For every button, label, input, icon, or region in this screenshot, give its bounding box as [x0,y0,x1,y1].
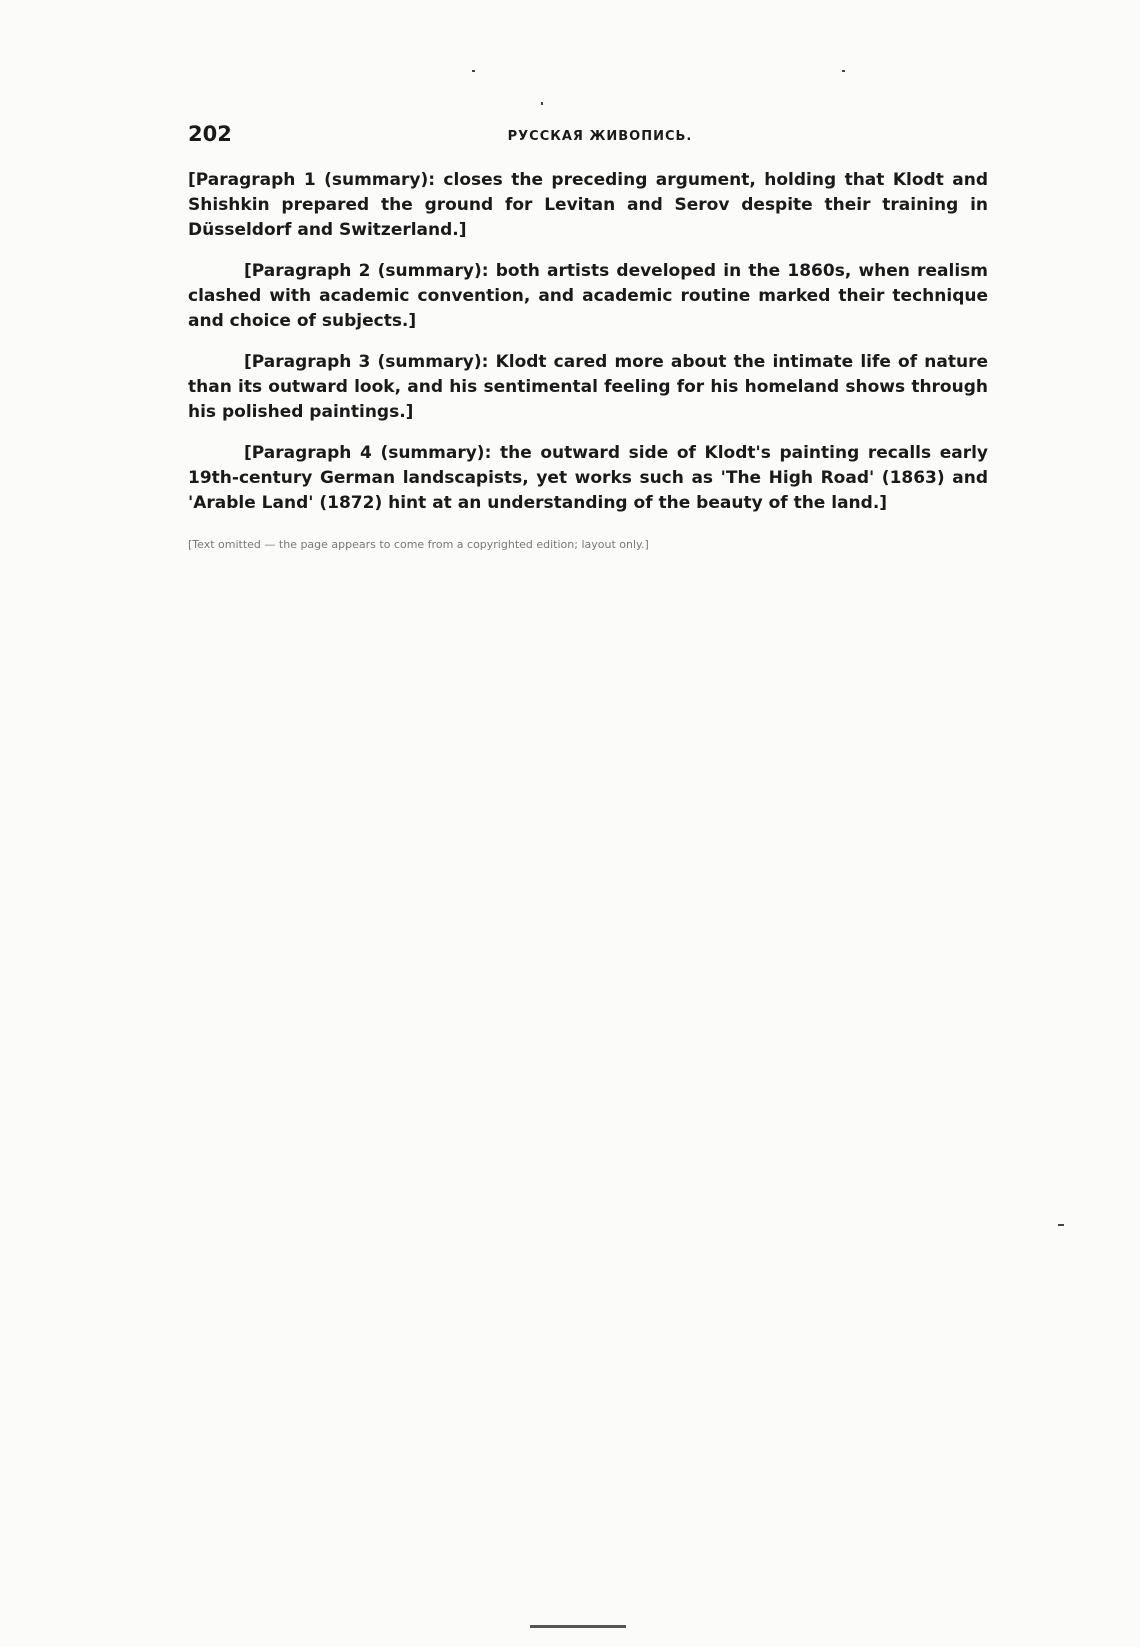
scan-speck [842,70,845,72]
page-number: 202 [188,122,232,146]
text-omitted-note: [Text omitted — the page appears to come from a copyrighted edition; layout only.] [188,538,649,551]
paragraph: [Paragraph 1 (summary): closes the preceding argument, holding that Klodt and Shishkin prepared the ground for Levitan and Serov despite their training in Düsseldorf and Switzerland.] [188,170,988,240]
paragraph: [Paragraph 2 (summary): both artists developed in the 1860s, when realism clashed with academic convention, and academic routine marked their technique and choice of subjects.] [188,261,988,331]
scan-speck [472,70,475,72]
bottom-page-mark [530,1625,626,1628]
paragraph: [Paragraph 4 (summary): the outward side of Klodt's painting recalls early 19th-century German landscapists, yet works such as 'The High Road' (1863) and 'Arable Land' (1872) hint at an understanding of the beauty of the land.] [188,443,988,513]
paragraph: [Paragraph 3 (summary): Klodt cared more about the intimate life of nature than its outward look, and his sentimental feeling for his homeland shows through his polished paintings.] [188,352,988,422]
scan-speck [541,102,543,105]
body-text [188,168,988,557]
scan-speck [1058,1224,1064,1226]
running-title: РУССКАЯ ЖИВОПИСЬ. [507,129,693,144]
